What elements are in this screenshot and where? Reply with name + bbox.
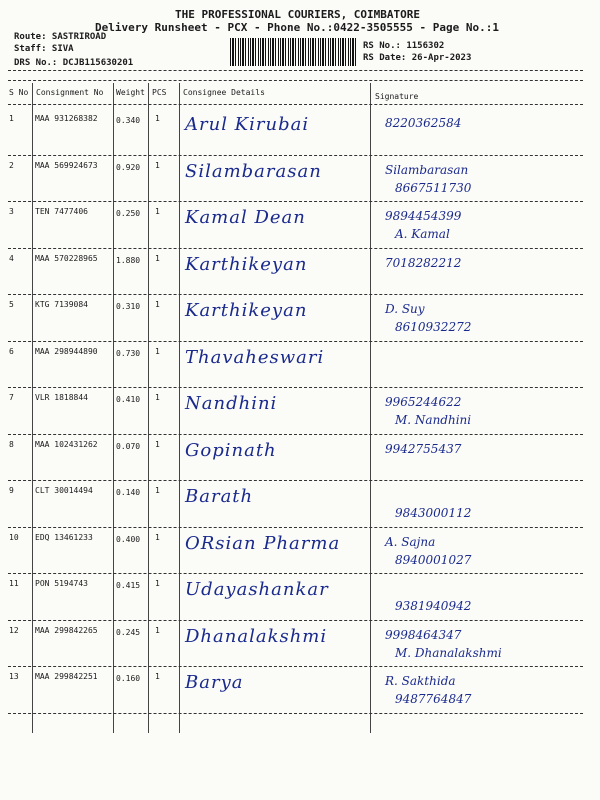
row-pcs: 1 bbox=[155, 253, 160, 263]
header-divider-2 bbox=[8, 80, 583, 81]
row-signature-note: M. Nandhini bbox=[395, 413, 472, 427]
row-pcs: 1 bbox=[155, 300, 160, 309]
row-consignment-no: EDQ 13461233 bbox=[35, 532, 93, 542]
row-weight: 0.730 bbox=[116, 348, 141, 358]
barcode bbox=[230, 38, 356, 66]
row-sno: 9 bbox=[9, 486, 14, 495]
row-sno: 10 bbox=[9, 532, 19, 542]
staff-label: Staff: SIVA bbox=[14, 44, 74, 54]
row-pcs: 1 bbox=[155, 114, 160, 123]
row-signature-note: A. Kamal bbox=[395, 227, 450, 241]
row-signature: D. Suy bbox=[385, 302, 425, 316]
row-signature-note: 8940001027 bbox=[395, 552, 472, 567]
table-row bbox=[0, 668, 600, 715]
row-divider bbox=[8, 480, 583, 481]
row-weight: 0.415 bbox=[116, 581, 141, 590]
row-signature-note: 9843000112 bbox=[395, 506, 472, 520]
row-signature: 9942755437 bbox=[385, 441, 462, 456]
table-row bbox=[0, 296, 600, 343]
row-divider bbox=[8, 387, 583, 388]
row-consignee-name: Udayashankar bbox=[185, 579, 329, 600]
row-pcs: 1 bbox=[155, 160, 160, 170]
row-signature: 8220362584 bbox=[385, 116, 462, 130]
drs-number: DRS No.: DCJB115630201 bbox=[14, 58, 134, 68]
row-weight: 1.880 bbox=[116, 255, 141, 265]
route-label: Route: SASTRIROAD bbox=[14, 32, 107, 42]
rs-date: RS Date: 26-Apr-2023 bbox=[363, 53, 472, 63]
row-pcs: 1 bbox=[155, 486, 160, 495]
row-consignment-no: PON 5194743 bbox=[35, 579, 88, 588]
row-consignment-no: MAA 299842265 bbox=[35, 625, 98, 635]
row-divider bbox=[8, 527, 583, 528]
row-consignee-name: Dhanalakshmi bbox=[185, 625, 328, 647]
row-sno: 8 bbox=[9, 439, 14, 449]
row-divider bbox=[8, 155, 583, 156]
row-consignee-name: Nandhini bbox=[185, 393, 278, 414]
row-weight: 0.140 bbox=[116, 488, 141, 497]
rs-number: RS No.: 1156302 bbox=[363, 41, 445, 51]
col-signature: Signature bbox=[375, 92, 419, 101]
row-consignee-name: Barath bbox=[185, 486, 254, 507]
row-consignment-no: MAA 299842251 bbox=[35, 672, 98, 681]
row-sno: 6 bbox=[9, 346, 14, 356]
row-consignment-no: CLT 30014494 bbox=[35, 486, 93, 495]
row-sno: 4 bbox=[9, 253, 14, 263]
row-signature-note: 9487764847 bbox=[395, 692, 472, 706]
row-signature: 9998464347 bbox=[385, 627, 462, 642]
row-consignee-name: Barya bbox=[185, 672, 244, 693]
col-pcs: PCS bbox=[152, 88, 167, 97]
row-sno: 2 bbox=[9, 160, 14, 170]
row-consignment-no: MAA 298944890 bbox=[35, 346, 98, 356]
row-signature: 7018282212 bbox=[385, 255, 462, 270]
row-pcs: 1 bbox=[155, 672, 160, 681]
row-signature-note: 8610932272 bbox=[395, 320, 472, 334]
row-sno: 13 bbox=[9, 672, 19, 681]
row-signature-note: M. Dhanalakshmi bbox=[395, 645, 502, 660]
row-consignment-no: MAA 570228965 bbox=[35, 253, 98, 263]
row-pcs: 1 bbox=[155, 207, 160, 216]
header-divider bbox=[8, 70, 583, 71]
row-signature: Silambarasan bbox=[385, 162, 469, 177]
row-sno: 1 bbox=[9, 114, 14, 123]
table-row bbox=[0, 436, 600, 483]
table-row bbox=[0, 343, 600, 390]
row-consignment-no: MAA 569924673 bbox=[35, 160, 98, 170]
row-weight: 0.310 bbox=[116, 302, 141, 311]
row-divider bbox=[8, 341, 583, 342]
row-signature: 9965244622 bbox=[385, 395, 462, 409]
row-consignee-name: Karthikeyan bbox=[185, 253, 308, 275]
table-row bbox=[0, 250, 600, 297]
row-consignment-no: KTG 7139084 bbox=[35, 300, 88, 309]
row-signature-note: 9381940942 bbox=[395, 599, 472, 613]
row-pcs: 1 bbox=[155, 625, 160, 635]
row-divider bbox=[8, 434, 583, 435]
row-sno: 5 bbox=[9, 300, 14, 309]
row-weight: 0.340 bbox=[116, 116, 141, 125]
row-pcs: 1 bbox=[155, 532, 160, 542]
col-weight: Weight bbox=[116, 88, 145, 97]
row-signature: R. Sakthida bbox=[385, 674, 456, 688]
row-pcs: 1 bbox=[155, 439, 160, 449]
col-consignee: Consignee Details bbox=[183, 88, 265, 97]
row-weight: 0.920 bbox=[116, 162, 141, 172]
table-row bbox=[0, 203, 600, 250]
row-pcs: 1 bbox=[155, 579, 160, 588]
row-weight: 0.160 bbox=[116, 674, 141, 683]
table-row bbox=[0, 110, 600, 157]
row-weight: 0.400 bbox=[116, 534, 141, 544]
table-row bbox=[0, 482, 600, 529]
row-consignment-no: TEN 7477406 bbox=[35, 207, 88, 216]
row-consignee-name: ORsian Pharma bbox=[185, 532, 341, 554]
row-sno: 3 bbox=[9, 207, 14, 216]
table-row bbox=[0, 575, 600, 622]
row-consignment-no: MAA 931268382 bbox=[35, 114, 98, 123]
row-divider bbox=[8, 201, 583, 202]
row-consignee-name: Karthikeyan bbox=[185, 300, 308, 321]
col-consignment: Consignment No bbox=[36, 88, 104, 97]
column-header-divider bbox=[8, 104, 583, 105]
row-consignee-name: Silambarasan bbox=[185, 160, 322, 182]
row-weight: 0.250 bbox=[116, 209, 141, 218]
row-consignee-name: Thavaheswari bbox=[185, 346, 325, 368]
row-signature: A. Sajna bbox=[385, 534, 436, 549]
row-consignment-no: MAA 102431262 bbox=[35, 439, 98, 449]
table-row bbox=[0, 157, 600, 204]
row-sno: 11 bbox=[9, 579, 19, 588]
row-consignment-no: VLR 1818844 bbox=[35, 393, 88, 402]
row-signature-note: 8667511730 bbox=[395, 180, 472, 195]
col-sno: S No bbox=[9, 88, 29, 97]
row-divider bbox=[8, 666, 583, 667]
table-row bbox=[0, 622, 600, 669]
row-sno: 7 bbox=[9, 393, 14, 402]
runsheet-subtitle: Delivery Runsheet - PCX - Phone No.:0422-3505555 - Page No.:1 bbox=[95, 21, 499, 34]
row-divider bbox=[8, 713, 583, 714]
row-divider bbox=[8, 573, 583, 574]
row-sno: 12 bbox=[9, 625, 19, 635]
table-row bbox=[0, 389, 600, 436]
row-consignee-name: Arul Kirubai bbox=[185, 114, 310, 135]
table-row bbox=[0, 529, 600, 576]
row-consignee-name: Kamal Dean bbox=[185, 207, 306, 228]
row-pcs: 1 bbox=[155, 346, 160, 356]
row-divider bbox=[8, 620, 583, 621]
row-consignee-name: Gopinath bbox=[185, 439, 277, 461]
row-weight: 0.410 bbox=[116, 395, 141, 404]
row-pcs: 1 bbox=[155, 393, 160, 402]
row-signature: 9894454399 bbox=[385, 209, 462, 223]
row-weight: 0.070 bbox=[116, 441, 141, 451]
row-weight: 0.245 bbox=[116, 627, 141, 637]
row-divider bbox=[8, 248, 583, 249]
row-divider bbox=[8, 294, 583, 295]
company-title: THE PROFESSIONAL COURIERS, COIMBATORE bbox=[175, 8, 421, 21]
